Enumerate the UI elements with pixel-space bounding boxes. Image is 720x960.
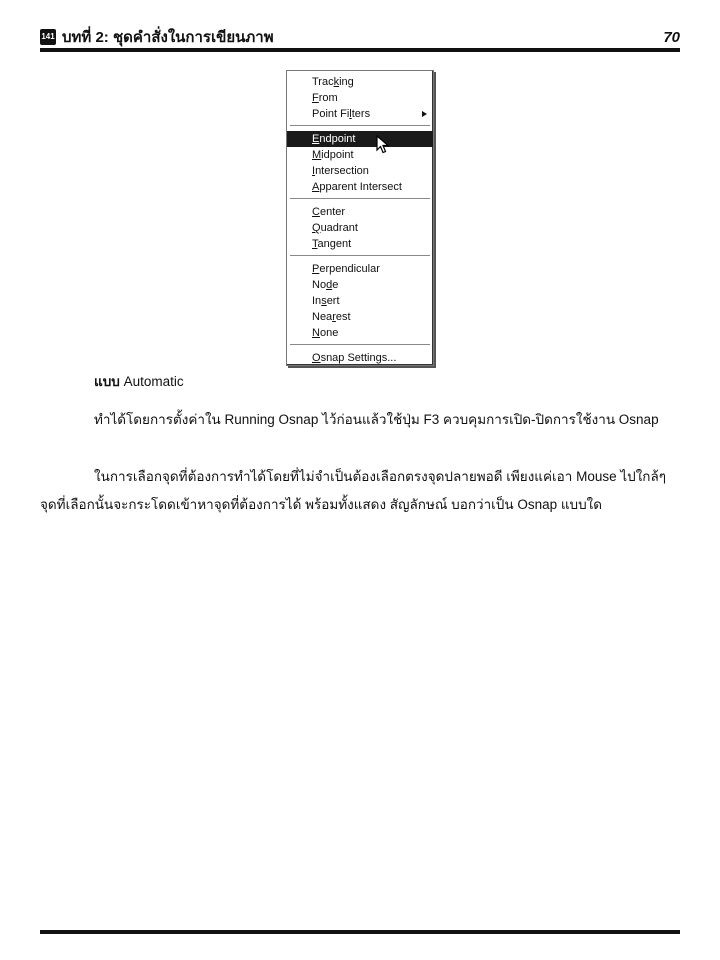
chapter-logo-icon: 141 xyxy=(40,29,56,45)
menu-item-quadrant[interactable]: Quadrant xyxy=(312,222,358,234)
automatic-mode-heading xyxy=(94,368,720,396)
menu-item-apparent-intersect[interactable]: Apparent Intersect xyxy=(312,181,402,193)
menu-item-intersection[interactable]: Intersection xyxy=(312,165,369,177)
menu-separator xyxy=(290,255,430,257)
menu-item-insert[interactable]: Insert xyxy=(312,295,340,307)
mouse-pointer-icon xyxy=(376,135,390,155)
menu-item-none[interactable]: None xyxy=(312,327,339,339)
heading-bold-word: แบบ xyxy=(94,374,120,389)
menu-item-nearest[interactable]: Nearest xyxy=(312,311,351,323)
menu-item-midpoint[interactable]: Midpoint xyxy=(312,149,354,161)
paragraph-1: ทำได้โดยการตั้งค่าใน Running Osnap ไว้ก่อนแล้วใช้ปุ่ม F3 ควบคุมการเปิด-ปิดการใช้งาน Osnap xyxy=(94,412,659,427)
menu-separator xyxy=(290,198,430,200)
page-number: 70 xyxy=(663,28,680,46)
paragraph-2: ในการเลือกจุดที่ต้องการทำได้โดยที่ไม่จำเป็นต้องเลือกตรงจุดปลายพอดี เพียงแค่เอา Mouse ไปใกล้ๆ จุดที่เลือกนั้นจะกระโดดเข้าหาจุดที่ต้องการได้ พร้อมทั้งแสดง สัญลักษณ์ บอกว่าเป็น Osnap แบบใด xyxy=(40,469,666,512)
menu-item-center[interactable]: Center xyxy=(312,206,346,218)
menu-item-tangent[interactable]: Tangent xyxy=(312,238,352,250)
footer-rule xyxy=(40,930,680,934)
menu-item-from[interactable]: From xyxy=(312,92,338,104)
menu-item-perpendicular[interactable]: Perpendicular xyxy=(312,263,380,275)
menu-item-tracking[interactable]: Tracking xyxy=(312,76,354,88)
menu-item-endpoint[interactable]: Endpoint xyxy=(287,131,433,147)
page-header xyxy=(40,26,680,48)
menu-item-osnap-settings[interactable]: Osnap Settings... xyxy=(312,352,397,364)
heading-rest: Automatic xyxy=(119,374,184,389)
osnap-context-menu xyxy=(286,70,434,366)
chapter-title: บทที่ 2: ชุดคำสั่งในการเขียนภาพ xyxy=(62,29,274,46)
menu-separator xyxy=(290,344,430,346)
menu-item-point-filters[interactable]: Point Filters xyxy=(287,106,433,122)
menu-item-node[interactable]: Node xyxy=(312,279,339,291)
submenu-arrow-icon xyxy=(422,111,427,117)
header-rule xyxy=(40,48,680,52)
menu-separator xyxy=(290,125,430,127)
